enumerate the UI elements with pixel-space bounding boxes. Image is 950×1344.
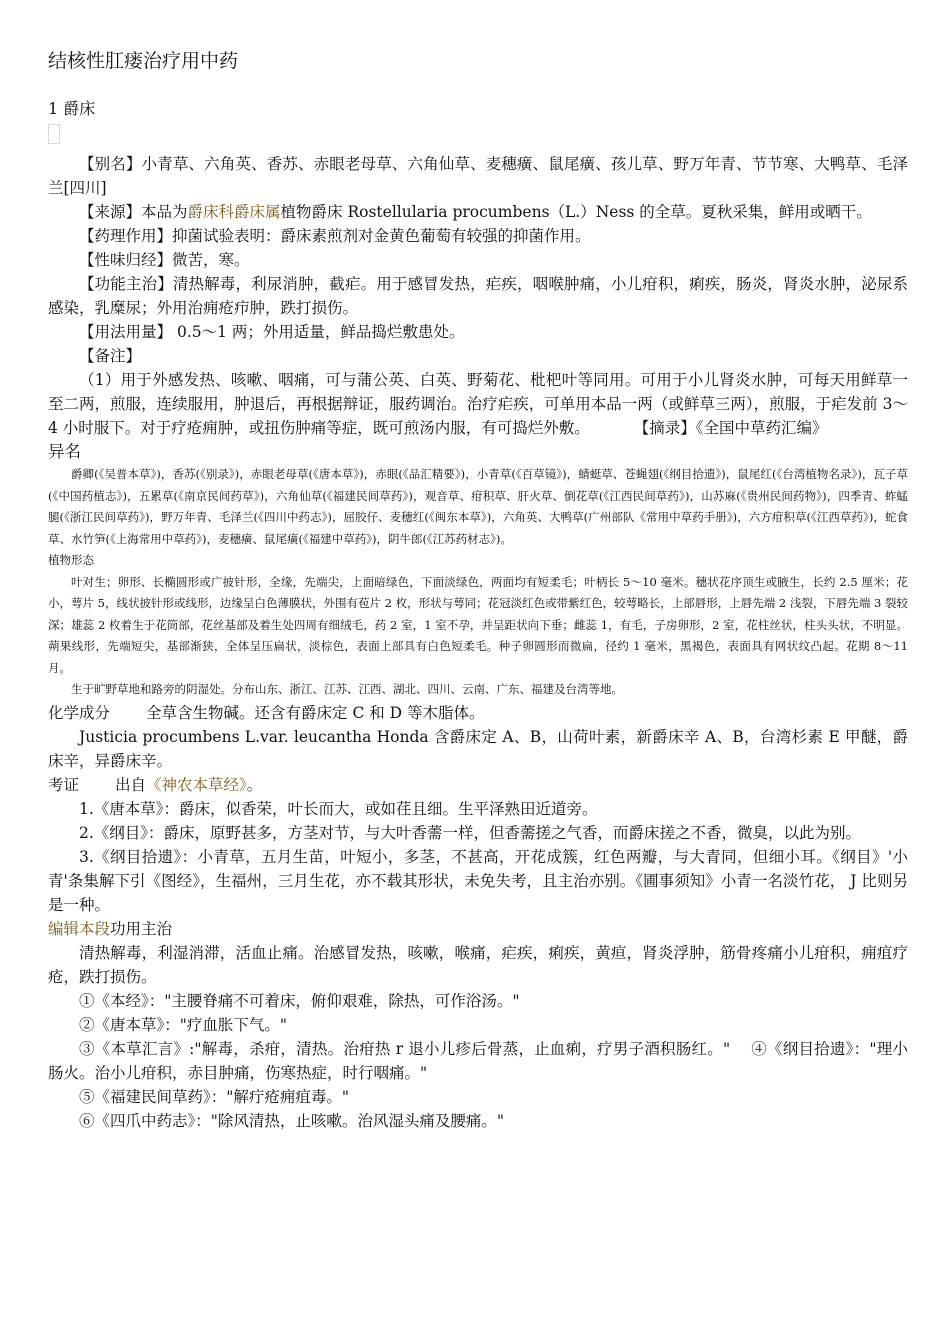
chemistry-text: 全草含生物碱。还含有爵床定 C 和 D 等木脂体。 bbox=[146, 703, 485, 722]
image-placeholder-icon bbox=[48, 124, 60, 144]
function-label: 【功能主治】 bbox=[79, 275, 173, 293]
usage-heading: 功用主治 bbox=[110, 919, 173, 938]
usage-quote: ②《唐本草》："疗血胀下气。" bbox=[79, 1015, 288, 1034]
research-source-link[interactable]: 《神农本草经》 bbox=[146, 775, 247, 794]
note-label-paragraph bbox=[48, 344, 908, 368]
dosage-paragraph bbox=[48, 320, 908, 344]
excerpt-text: 【摘录】《全国中草药汇编》 bbox=[633, 419, 828, 437]
alias-paragraph bbox=[48, 152, 908, 200]
habitat-text: 生于旷野草地和路旁的阴湿处。分布山东、浙江、江苏、江西、湖北、四川、云南、广东、福建及台湾等地。 bbox=[71, 682, 623, 696]
research-heading: 考证 bbox=[48, 775, 80, 794]
taste-paragraph bbox=[48, 248, 908, 272]
usage-quote: ①《本经》："主腰脊痛不可着床，俯仰艰难，除热，可作浴汤。" bbox=[79, 991, 520, 1010]
synonyms-heading: 异名 bbox=[48, 442, 81, 461]
alias-text: 小青草、六角英、香苏、赤眼老母草、六角仙草、麦穗癀、鼠尾癀、孩儿草、野万年青、节节寒、大鸭草、毛泽兰[四川] bbox=[48, 155, 908, 197]
research-paragraph bbox=[48, 773, 908, 797]
source-post: 植物爵床 Rostellularia procumbens（L.）Ness 的全草。夏秋采集，鲜用或晒干。 bbox=[280, 203, 872, 221]
usage-quote: ⑥《四爪中药志》："除风清热，止咳嗽。治风湿头痛及腰痛。" bbox=[79, 1111, 505, 1130]
pharmacology-paragraph bbox=[48, 224, 908, 248]
morphology-heading: 植物形态 bbox=[48, 553, 94, 567]
document-page bbox=[48, 46, 908, 1133]
usage-heading-paragraph bbox=[48, 917, 908, 941]
chemistry-paragraph bbox=[48, 701, 908, 725]
research-post: 。 bbox=[246, 775, 263, 794]
research-item: 1.《唐本草》：爵床，似香荣，叶长而大，或如荏且细。生平泽熟田近道旁。 bbox=[79, 799, 598, 818]
source-label: 【来源】 bbox=[79, 203, 142, 221]
usage-text: 清热解毒，利湿消滞，活血止痛。治感冒发热，咳嗽，喉痛，疟疾，痢疾，黄疸，肾炎浮肿，筋骨疼痛小儿疳积，痈疽疗疮，跌打损伤。 bbox=[48, 943, 908, 986]
usage-quote: ③《本草汇言》:"解毒，杀疳，清热。治疳热 r 退小儿疹后骨蒸，止血痢，疗男子酒积肠红。" ④《纲目拾遗》："理小肠火。治小儿疳积，赤目肿痛，伤寒热症，时行咽痛。" bbox=[48, 1039, 908, 1082]
chemistry-heading: 化学成分 bbox=[48, 703, 111, 722]
source-paragraph bbox=[48, 200, 908, 224]
pharmacology-label: 【药理作用】 bbox=[79, 227, 173, 245]
source-pre: 本品为 bbox=[141, 203, 188, 221]
research-pre: 出自 bbox=[115, 775, 147, 794]
function-paragraph bbox=[48, 272, 908, 320]
function-text: 清热解毒，利尿消肿，截疟。用于感冒发热，疟疾，咽喉肿痛，小儿疳积，痢疾，肠炎，肾炎水肿，泌尿系感染，乳糜尿；外用治痈疮疖肿，跌打损伤。 bbox=[48, 275, 908, 317]
edit-section-link[interactable]: 编辑本段 bbox=[48, 919, 111, 938]
morphology-text: 叶对生；卵形、长椭圆形或广披针形，全缘，先端尖，上面暗绿色，下面淡绿色，两面均有短柔毛；叶柄长 5～10 毫米。穗状花序顶生或腋生，长约 2.5 厘米；花小，萼片 5，线状披针形或线形，边缘呈白色薄膜状，外围有苞片 2 枚，形状与萼同；花冠淡红色或带紫红色，较萼略长，上部唇形，上唇先端 2 浅裂，下唇先端 3 裂较深；雄蕊 2 枚着生于花筒部，花丝基部及着生处四周有细绒毛，药 2 室，1 室不孕，并呈距状向下垂；雌蕊 1，有毛，子房卵形，2 室，花柱丝状，柱头头状，不明显。蒴果线形，先端短尖，基部渐狭，全体呈压扁状，淡棕色，表面上部具有白色短柔毛。种子卵圆形而微扁，径约 1 毫米，黑褐色，表面具有网状纹凸起。花期 8～11 月。 bbox=[48, 574, 908, 675]
document-title: 结核性肛瘘治疗用中药 bbox=[48, 50, 239, 72]
note-text: （1）用于外感发热、咳嗽、咽痛，可与蒲公英、白英、野菊花、枇杷叶等同用。可用于小儿肾炎水肿，可每天用鲜草一至二两，煎服，连续服用，肿退后，再根据辩证，服药调治。治疗疟疾，可单用本品一两（或鲜草三两），煎服，于疟发前 3～4 小时服下。对于疗疮痈肿，或扭伤肿痛等症，既可煎汤内服，有可捣烂外敷。 bbox=[48, 371, 908, 437]
synonyms-text: 爵卿(《吴普本草》)，香苏(《别录》)，赤眼老母草(《唐本草》)，赤眼(《品汇精要》)，小青草(《百草镜》)，蜻蜓草、苍蝇翅(《纲目拾遗》)，鼠尾红(《台湾植物名录》)，瓦子草(《中国药植志》)，五累草(《南京民间药草》)，六角仙草(《福建民间草药》)，观音草、疳积草、肝火草、倒花草(《江西民间草药》)，山苏麻(《贵州民间药物》)，四季青、蚱蜢腿(《浙江民间草药》)，野万年青、毛泽兰(《四川中药志》)，屈胶仔、麦穗红(《闽东本草》)，六角英、大鸭草(广州部队《常用中草药手册》)，六方疳积草(《江西草药》)，蛇食草、水竹笋(《上海常用中草药》)，麦穗癀、鼠尾癀(《福建中草药》)，阴牛郎(《江苏药材志》)。 bbox=[48, 467, 908, 546]
taste-label: 【性味归经】 bbox=[79, 251, 173, 269]
dosage-text: 0.5～1 两；外用适量，鲜品捣烂敷患处。 bbox=[176, 323, 465, 341]
alias-label: 【别名】 bbox=[79, 155, 142, 173]
dosage-label: 【用法用量】 bbox=[79, 323, 173, 341]
research-item: 3.《纲目拾遗》：小青草，五月生苗，叶短小，多茎，不甚高，开花成簇，红色两瓣，与大青同，但细小耳。《纲目》'小青'条集解下引《图经》，生福州，三月生花，亦不载其形状，未免失考，且主治亦别。《圃事须知》小青一名淡竹花， J 比则另是一种。 bbox=[48, 847, 908, 914]
pharmacology-text: 抑菌试验表明：爵床素煎剂对金黄色葡萄有较强的抑菌作用。 bbox=[172, 227, 591, 245]
chemistry-text-2: Justicia procumbens L.var. leucantha Honda 含爵床定 A、B，山荷叶素，新爵床辛 A、B，台湾杉素 E 甲醚，爵床辛，异爵床辛。 bbox=[48, 727, 908, 770]
research-item: 2.《纲目》：爵床，原野甚多，方茎对节，与大叶香薷一样，但香薷搓之气香，而爵床搓之不香，微臭，以此为别。 bbox=[79, 823, 862, 842]
note-label: 【备注】 bbox=[79, 347, 142, 365]
section-number: 1 爵床 bbox=[48, 99, 96, 118]
usage-quote: ⑤《福建民间草药》："解疔疮痈疽毒。" bbox=[79, 1087, 350, 1106]
note-paragraph bbox=[48, 368, 908, 440]
taste-text: 微苦，寒。 bbox=[172, 251, 250, 269]
source-family-link[interactable]: 爵床科爵床属 bbox=[187, 203, 281, 221]
